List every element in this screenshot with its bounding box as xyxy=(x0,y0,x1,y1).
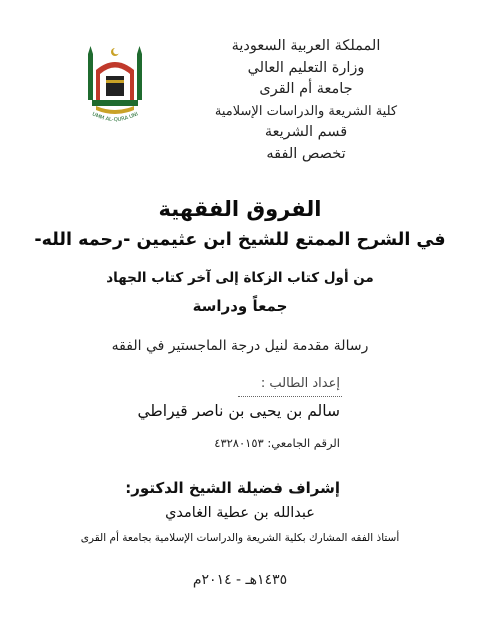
supervisor-name: عبدالله بن عطية الغامدي xyxy=(165,505,315,521)
header-line-university: جامعة أم القرى xyxy=(259,81,353,97)
university-logo-icon xyxy=(84,44,146,124)
institution-header xyxy=(196,36,416,165)
divider xyxy=(238,396,342,397)
thesis-scope: من أول كتاب الزكاة إلى آخر كتاب الجهاد xyxy=(106,270,374,286)
student-name: سالم بن يحيى بن ناصر قيراطي xyxy=(137,402,340,420)
student-id: الرقم الجامعي: ٤٣٢٨٠١٥٣ xyxy=(214,436,340,450)
header-line-kingdom: المملكة العربية السعودية xyxy=(231,38,381,54)
thesis-subtitle: في الشرح الممتع للشيخ ابن عثيمين -رحمه الله- xyxy=(34,230,446,250)
degree-statement: رسالة مقدمة لنيل درجة الماجستير في الفقه xyxy=(111,338,369,354)
header-line-specialization: تخصص الفقه xyxy=(266,145,346,162)
prepared-by-label: إعداد الطالب : xyxy=(260,376,340,391)
thesis-method: جمعاً ودراسة xyxy=(192,297,288,315)
supervision-label: إشراف فضيلة الشيخ الدكتور: xyxy=(125,479,340,497)
supervisor-title: أستاذ الفقه المشارك بكلية الشريعة والدراسات الإسلامية بجامعة أم القرى xyxy=(80,532,400,544)
thesis-title: الفروق الفقهية xyxy=(158,197,322,221)
header-line-college: كلية الشريعة والدراسات الإسلامية xyxy=(214,103,398,119)
header-line-ministry: وزارة التعليم العالي xyxy=(247,59,365,76)
thesis-date: ١٤٣٥هـ - ٢٠١٤م xyxy=(192,572,288,588)
logo-caption: UMM AL-QURA UNI xyxy=(91,111,140,124)
header-line-department: قسم الشريعة xyxy=(264,124,348,140)
